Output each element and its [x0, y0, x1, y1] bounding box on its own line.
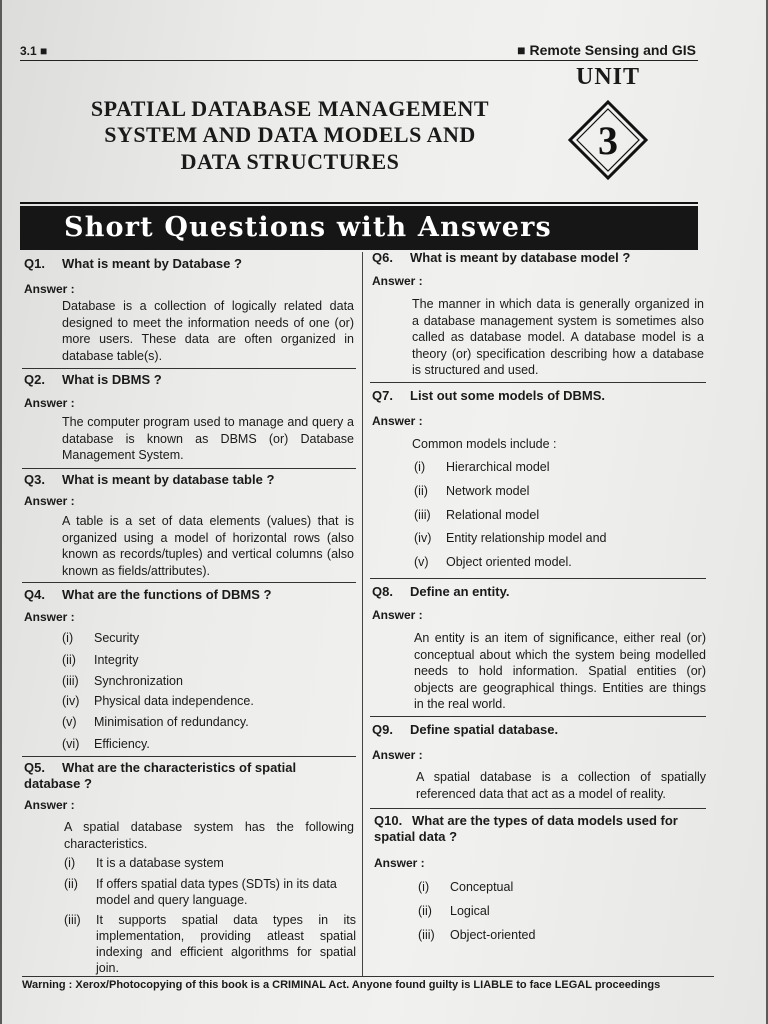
banner-rule	[20, 202, 698, 204]
question-1: Q1. What is meant by Database ?	[24, 256, 242, 271]
answer-label: Answer :	[24, 282, 75, 296]
rule	[370, 716, 706, 717]
question-9: Q9. Define spatial database.	[372, 722, 559, 737]
header-rule	[20, 60, 698, 61]
list-item: (ii) Logical	[418, 904, 490, 918]
list-item: (ii) Integrity	[62, 653, 139, 667]
question-6: Q6. What is meant by database model ?	[372, 250, 631, 265]
unit-diamond-badge	[568, 100, 648, 180]
answer-text: A table is a set of data elements (values) that is organized using a model of horizontal rows (also known as records/tuples) and vertical columns (also known as fields/attributes).	[62, 514, 354, 578]
list-item: (ii) Network model	[414, 484, 530, 498]
answer-label: Answer :	[24, 610, 75, 624]
list-item: (i) It is a database system	[64, 856, 224, 870]
answer-label: Answer :	[374, 856, 425, 870]
rule	[22, 756, 356, 757]
list-item: (v) Object oriented model.	[414, 555, 572, 569]
list-item: (iv) Entity relationship model and	[414, 531, 607, 545]
section-banner: Short Questions with Answers	[20, 206, 698, 250]
answer-text: A spatial database is a collection of spatially referenced data that act as a model of reality.	[416, 770, 706, 801]
list-item: (iii) Object-oriented	[418, 928, 536, 942]
list-item: (v) Minimisation of redundancy.	[62, 715, 249, 729]
unit-label: UNIT	[576, 64, 641, 90]
answer-text: The computer program used to manage and query a database is known as DBMS (or) Database Management System.	[62, 415, 354, 462]
question-8: Q8. Define an entity.	[372, 584, 510, 599]
answer-label: Answer :	[24, 494, 75, 508]
answer-label: Answer :	[24, 396, 75, 410]
list-item: (iii) Synchronization	[62, 674, 183, 688]
question-5: Q5. What are the characteristics of spatial database ?	[24, 760, 297, 791]
answer-text: Common models include :	[412, 437, 557, 451]
rule	[370, 382, 706, 383]
list-item: (ii) If offers spatial data types (SDTs) in its data model and query language.	[64, 877, 337, 907]
copyright-warning: Warning : Xerox/Photocopying of this book is a CRIMINAL Act. Anyone found guilty is LIABLE to face LEGAL proceedings	[22, 976, 714, 991]
list-item: (i) Conceptual	[418, 880, 514, 894]
list-item: (i) Hierarchical model	[414, 460, 550, 474]
list-item: (i) Security	[62, 631, 140, 645]
list-item: (vi) Efficiency.	[62, 737, 150, 751]
textbook-page	[2, 0, 766, 1024]
book-title: ■ Remote Sensing and GIS	[517, 42, 696, 58]
answer-text: A spatial database system has the following characteristics.	[64, 820, 354, 851]
question-4: Q4. What are the functions of DBMS ?	[24, 587, 272, 602]
answer-label: Answer :	[372, 608, 423, 622]
answer-text: An entity is an item of significance, either real (or) conceptual about which the system being modelled needs to hold information. Spatial entities (or) objects are geographical things. Entities are things in the real world.	[414, 631, 706, 711]
unit-number: 3	[598, 118, 618, 163]
rule	[22, 468, 356, 469]
answer-label: Answer :	[372, 274, 423, 288]
chapter-title: SPATIAL DATABASE MANAGEMENT SYSTEM AND DATA MODELS AND DATA STRUCTURES	[90, 96, 490, 174]
list-item: (iii) Relational model	[414, 508, 540, 522]
answer-text: The manner in which data is generally organized in a database management system is sometimes also called as database model. A database model is a theory (or) specification describing how a database is structured and used.	[412, 297, 704, 377]
question-10: Q10. What are the types of data models used for spatial data ?	[374, 813, 678, 844]
answer-label: Answer :	[372, 414, 423, 428]
question-3: Q3. What is meant by database table ?	[24, 472, 275, 487]
question-7: Q7. List out some models of DBMS.	[372, 388, 606, 403]
column-divider	[362, 252, 363, 976]
answer-text: Database is a collection of logically related data designed to meet the information needs of one (or) more users. These data are often organized in database table(s).	[62, 299, 354, 363]
question-2: Q2. What is DBMS ?	[24, 372, 162, 387]
rule	[370, 808, 706, 809]
answer-label: Answer :	[372, 748, 423, 762]
rule	[22, 368, 356, 369]
page-number: 3.1 ■	[20, 44, 48, 58]
list-item: (iv) Physical data independence.	[62, 694, 254, 708]
rule	[22, 582, 356, 583]
answer-label: Answer :	[24, 798, 75, 812]
rule	[370, 578, 706, 579]
list-item: (iii) It supports spatial data types in its implementation, providing atleast spatial indexing and efficient algorithms for spatial join.	[64, 913, 356, 975]
